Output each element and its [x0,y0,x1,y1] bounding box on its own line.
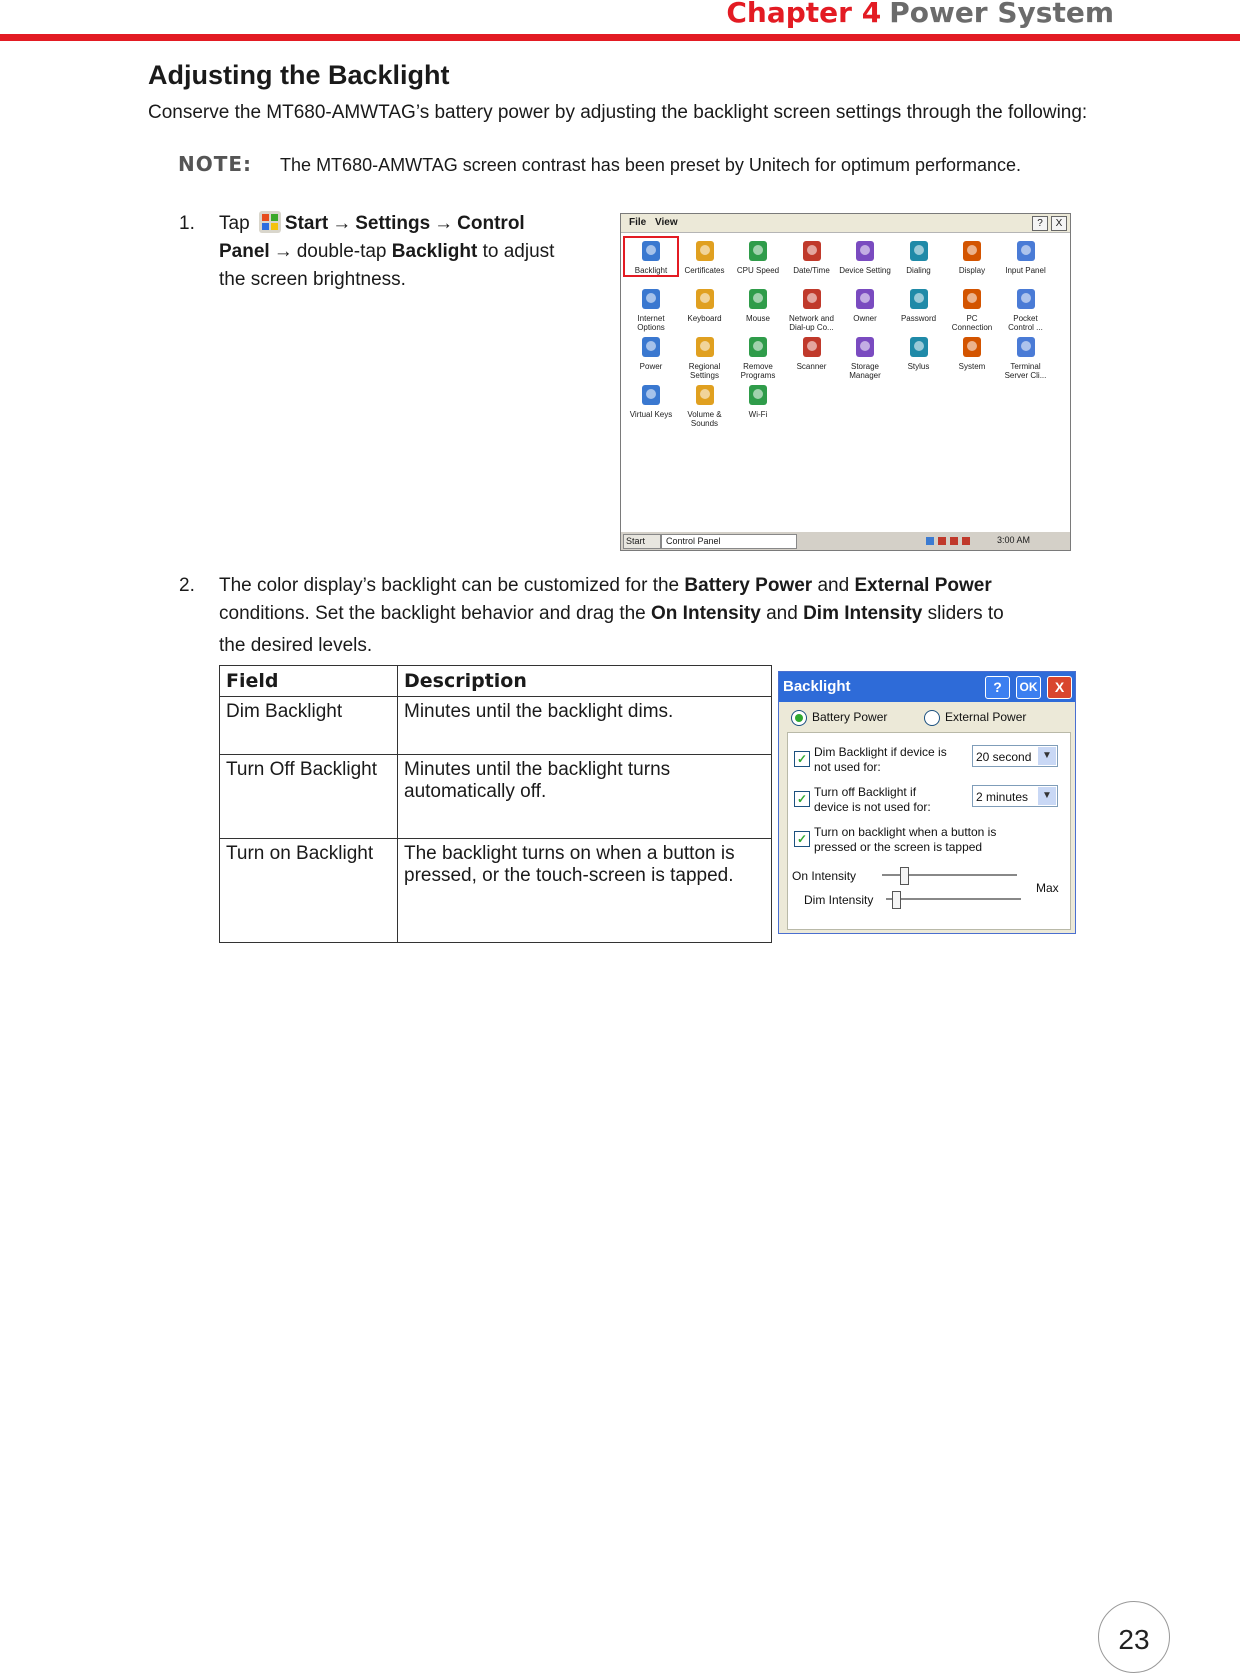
terminal-server-icon [1013,334,1039,360]
menu-file[interactable]: File [629,217,647,228]
description-cell: The backlight turns on when a button is pressed, or the touch-screen is tapped. [398,839,772,943]
control-panel-item-label: Power [639,362,663,371]
control-panel-item[interactable] [625,286,677,332]
intro-text: Conserve the MT680-AMWTAG’s battery power by adjusting the backlight screen settings through the following: [148,102,1088,123]
help-button[interactable]: ? [1032,216,1048,231]
control-panel-item-label: Virtual Keys [629,410,673,419]
control-panel-item[interactable] [786,286,838,332]
start-word: Start [284,213,329,234]
display-icon [959,238,985,264]
control-panel-item[interactable] [839,286,891,323]
backlight-fields-table [219,665,772,943]
control-panel-item[interactable] [839,238,891,275]
turn-on-backlight-checkbox[interactable]: ✓ [794,831,810,847]
step-2-text-a: The color display’s backlight can be customized for the [219,575,680,596]
ok-button[interactable]: OK [1016,676,1041,699]
table-row [220,755,772,839]
help-button[interactable]: ? [985,676,1010,699]
column-header: Field [220,666,398,697]
control-panel-item[interactable] [839,334,891,380]
control-panel-item[interactable] [679,238,731,275]
page-number: 23 [1118,1624,1150,1655]
turn-off-backlight-label [814,785,931,815]
note [178,152,1021,176]
remove-programs-icon [745,334,771,360]
control-panel-item[interactable] [893,286,945,323]
battery-power-label: Battery Power [812,710,888,724]
control-panel-item-label: PC Connection [951,314,993,332]
control-panel-item-label: Owner [853,314,877,323]
control-word: Control [457,213,525,234]
description-cell: Minutes until the backlight dims. [398,697,772,755]
arrow: → [332,213,352,234]
input-panel-icon [1013,238,1039,264]
battery-power-term: Battery Power [684,575,813,596]
backlight-word: Backlight [391,241,478,262]
page-title: Adjusting the Backlight [148,60,450,90]
control-panel-item[interactable] [786,334,838,371]
control-panel-item-label: Backlight [634,266,668,275]
on-intensity-slider[interactable] [900,867,909,885]
settings-word: Settings [355,213,431,234]
control-panel-item-label: Stylus [907,362,930,371]
dialing-icon [906,238,932,264]
control-panel-item[interactable] [679,286,731,323]
control-panel-item-label: Pocket Control ... [1008,314,1043,332]
mouse-icon [745,286,771,312]
arrow: → [273,241,293,262]
control-panel-item-label: System [958,362,986,371]
turn-on-backlight-label [814,825,996,855]
wifi-icon [745,382,771,408]
control-panel-item[interactable] [1000,334,1052,380]
control-panel-item-label: Storage Manager [849,362,881,380]
device-setting-icon [852,238,878,264]
control-panel-item[interactable] [946,286,998,332]
control-panel-item-label: Device Setting [839,266,891,275]
battery-power-radio[interactable] [791,710,807,726]
control-panel-item-label: Network and Dial-up Co... [789,314,834,332]
arrow: → [434,213,454,234]
taskbar [621,531,1070,550]
on-intensity-label: On Intensity [792,869,857,883]
off-label-line1: Turn off Backlight if [814,785,917,799]
control-panel-item-label: Date/Time [793,266,830,275]
dim-intensity-term: Dim Intensity [803,603,923,624]
step-1 [179,210,619,300]
dim-intensity-label: Dim Intensity [804,893,874,907]
pc-connection-icon [959,286,985,312]
control-panel-item-label: Input Panel [1005,266,1046,275]
step-2-text-c: sliders to [927,603,1004,624]
step-number: 1. [179,213,195,234]
note-label: NOTE: [178,152,253,176]
on-label-line1: Turn on backlight when a button is [814,825,997,839]
section-label: Power System [889,0,1114,29]
step-2-text-b: conditions. Set the backlight behavior and drag the [219,603,646,624]
dim-backlight-checkbox[interactable]: ✓ [794,751,810,767]
close-button[interactable]: X [1047,676,1072,699]
control-panel-item[interactable] [679,334,731,380]
scanner-icon [799,334,825,360]
external-power-radio[interactable] [924,710,940,726]
double-tap-word: double-tap [296,241,387,262]
control-panel-item-label: Volume & Sounds [687,410,722,428]
control-panel-item-label: Keyboard [687,314,722,323]
owner-icon [852,286,878,312]
power-icon [638,334,664,360]
external-power-term: External Power [854,575,992,596]
dim-timeout-select[interactable] [972,745,1058,767]
control-panel-item-label: Mouse [745,314,770,323]
control-panel-item-label: Display [958,266,986,275]
backlight-icon [638,238,664,264]
step-1-rest: to adjust [482,241,555,262]
step-1-rest-line: the screen brightness. [219,269,406,290]
on-intensity-term: On Intensity [651,603,761,624]
header-divider [0,34,1240,41]
network-icon [799,286,825,312]
internet-options-icon [638,286,664,312]
page-number-badge [1098,1601,1170,1673]
certificates-icon [692,238,718,264]
control-panel-window [620,213,1071,551]
and-word: and [817,575,850,596]
dim-label-line2: not used for: [814,760,881,774]
table-row [220,839,772,943]
step-2-text [219,572,1099,660]
cpu-speed-icon [745,238,771,264]
control-panel-item[interactable] [893,334,945,371]
control-panel-item[interactable] [1000,238,1052,275]
regional-settings-icon [692,334,718,360]
stylus-icon [906,334,932,360]
volume-sounds-icon [692,382,718,408]
taskbar-control-panel[interactable]: Control Panel [661,534,797,549]
control-panel-item[interactable] [625,238,677,275]
note-text: The MT680-AMWTAG screen contrast has been preset by Unitech for optimum performance. [280,155,1022,175]
menu-bar [621,214,1070,233]
dim-backlight-label [814,745,947,775]
off-timeout-select[interactable] [972,785,1058,807]
keyboard-icon [692,286,718,312]
control-panel-item[interactable] [625,334,677,371]
control-panel-item-label: Password [900,314,937,323]
dialog-title: Backlight [783,678,851,695]
password-icon [906,286,932,312]
field-cell: Dim Backlight [220,697,398,755]
turn-off-backlight-checkbox[interactable]: ✓ [794,791,810,807]
control-panel-item-label: Remove Programs [740,362,776,380]
description-cell: Minutes until the backlight turns automatically off. [398,755,772,839]
date-time-icon [799,238,825,264]
chapter-header [726,0,1114,29]
virtual-keys-icon [638,382,664,408]
control-panel-item[interactable] [946,334,998,371]
table-header-row [220,666,772,697]
control-panel-item-label: Internet Options [637,314,665,332]
control-panel-item-label: Scanner [796,362,827,371]
taskbar-clock: 3:00 AM [996,535,1030,545]
dim-intensity-slider[interactable] [892,891,901,909]
control-panel-item-label: Regional Settings [688,362,721,380]
panel-word: Panel [219,241,270,262]
close-button[interactable]: X [1051,216,1067,231]
control-panel-item-label: CPU Speed [736,266,780,275]
control-panel-item-label: Wi-Fi [748,410,768,419]
step-2-text-d: the desired levels. [219,635,373,656]
control-panel-item[interactable] [679,382,731,428]
dim-timeout-value: 20 second [976,750,1032,764]
start-button[interactable]: Start [623,534,661,549]
step-1-text [219,210,554,294]
step-number: 2. [179,575,195,596]
on-label-line2: pressed or the screen is tapped [814,840,983,854]
menu-view[interactable]: View [655,217,678,228]
chevron-down-icon[interactable]: ▼ [1038,787,1056,805]
off-label-line2: device is not used for: [814,800,931,814]
chapter-label: Chapter 4 [726,0,882,29]
windows-start-icon [258,210,282,234]
step-2 [179,572,1099,662]
dim-label-line1: Dim Backlight if device is [814,745,947,759]
and-word: and [766,603,798,624]
system-icon [959,334,985,360]
control-panel-item-label: Terminal Server Cli... [1004,362,1047,380]
storage-manager-icon [852,334,878,360]
control-panel-item[interactable] [1000,286,1052,332]
control-panel-item[interactable] [946,238,998,275]
field-cell: Turn Off Backlight [220,755,398,839]
control-panel-item[interactable] [732,238,784,275]
control-panel-item[interactable] [786,238,838,275]
field-cell: Turn on Backlight [220,839,398,943]
column-header: Description [398,666,772,697]
control-panel-item[interactable] [625,382,677,419]
pocket-control-icon [1013,286,1039,312]
max-label: Max [1036,881,1059,895]
backlight-dialog [778,671,1076,934]
tap-word: Tap [219,213,250,234]
dialog-title-bar [779,672,1075,702]
off-timeout-value: 2 minutes [976,790,1029,804]
control-panel-item[interactable] [732,286,784,323]
dim-intensity-track [886,898,1021,900]
system-tray-icons [924,536,984,546]
control-panel-item[interactable] [732,334,784,380]
control-panel-item[interactable] [893,238,945,275]
external-power-label: External Power [945,710,1027,724]
control-panel-item[interactable] [732,382,784,419]
settings-panel [787,732,1071,930]
control-panel-item-label: Certificates [684,266,725,275]
chevron-down-icon[interactable]: ▼ [1038,747,1056,765]
control-panel-item-label: Dialing [906,266,931,275]
table-row [220,697,772,755]
